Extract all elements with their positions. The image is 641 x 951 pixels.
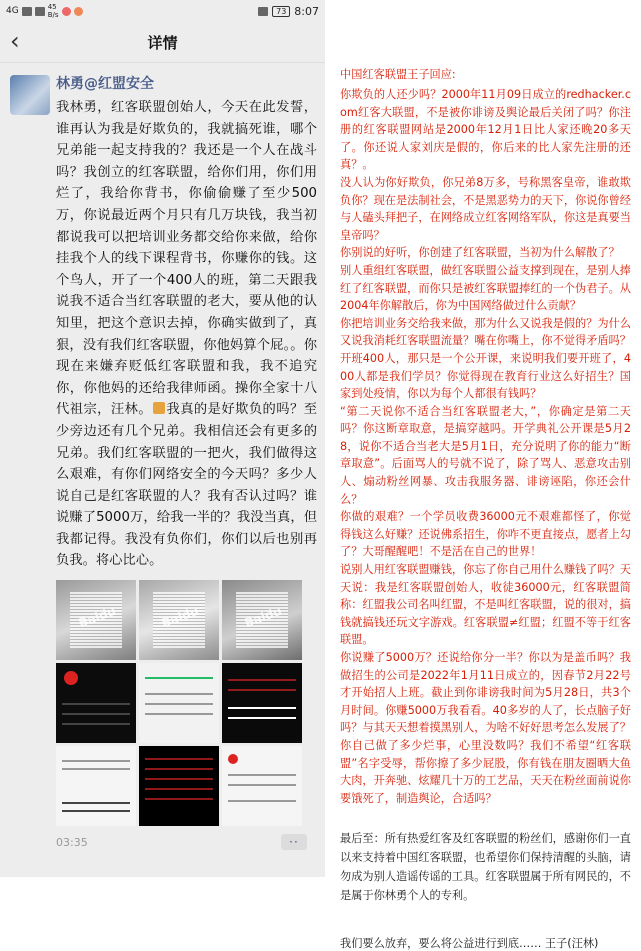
image-thumbnail[interactable] [56,663,136,743]
post-text [56,97,317,572]
response-paragraph: “第二天说你不适合当红客联盟老大，”，你确定是第二天吗？你这断章取意，是搞穿越吗。开学典礼公开课是5月28，说你不适合当老大是5月1日，充分说明了你的能力“断章取意”。后面骂人的号就不说了，除了骂人、恶意攻击别人、煽动粉丝网暴、攻击我服务器、诽谤诬陷，你还会什么？ [340,404,631,506]
image-thumbnail[interactable] [139,746,219,826]
page-title: 详情 [147,33,178,52]
post-text-part-2: 我真的是好欺负的吗？至少旁边还有几个兄弟。我相信还会有更多的兄弟。我们红客联盟的一把火，我们做得这么艰难，有你们网络安全的今天吗？多少人说自己是红客联盟的人？我有否认过吗？谁说赚了5000万，给我一半的？我没当真，但我都记得。我没有负你们，你们以后也别再负我。将心比心。 [56,402,318,569]
response-paragraph: 你把培训业务交给我来做，那为什么又说我是假的？为什么又说我消耗红客联盟流量？嘴在你嘴上，你不觉得矛盾吗？ [340,316,631,348]
response-letter [325,0,641,951]
more-options-icon[interactable]: ·· [281,834,307,850]
avatar[interactable] [10,75,50,115]
response-paragraph: 说别人用红客联盟赚钱，你忘了你自己用什么赚钱了吗？天天说：我是红客联盟创始人，收徒36000元，红客联盟简称：红盟我公司名叫红盟，不是叫红客联盟，说的很对，搞钱就搞钱还玩文字游戏。红客联盟≠红盟；红盟不等于红客联盟。 [340,563,631,647]
battery-indicator: 73 [272,6,290,17]
post-text-part-1: 我林勇，红客联盟创始人，今天在此发誓，谁再认为我是好欺负的，我就搞死谁，哪个兄弟能一起支持我的？我还是一个人在战斗吗？我创立的红客联盟，给你们用，你们用烂了，我给你背书，你偷偷赚了至少500万，你说最近两个月只有几万块钱，我当初都说我可以把培训业务都交给你来做，给你挂我个人的线下课程背书，你赚你的钱。这个鸟人，开了一个400人的班，第二天跟我说我不适合当红客联盟的老大，要从他的认知里，把这个意识去掉，你确实做到了，真狠，没有我们红客联盟，你他妈算个屁。。你现在来嫌弃贬低红客联盟和我，我不追究你，你他妈的还给我律师函。操你全家十八代祖宗，汪林。 [56,100,317,418]
image-thumbnail[interactable]: Baidu [139,580,219,660]
alarm-icon [258,7,268,16]
response-paragraph: 你做的艰难？一个学员收费36000元不艰难都怪了，你觉得钱这么好赚？还说佛系招生，你咋不更直接点，愿者上勾了？大哥醒醒吧！不是活在自己的世界！ [340,510,631,559]
status-bar [0,0,325,22]
response-paragraph: 没人认为你好欺负，你兄弟8万多，号称黑客皇帝，谁敢欺负你？现在是法制社会，不是黑恶势力的天下，你说你曾经与人磕头拜把子，在网络成立红客网络军队，你这是真要当皇帝吗？ [340,175,631,242]
back-arrow-icon[interactable]: ‹ [10,27,20,55]
image-grid [56,580,317,826]
response-paragraph: 你欺负的人还少吗？2000年11月09日成立的redhacker.com红客大联盟，不是被你诽谤及舆论最后关闭了吗？你注册的红客联盟网站是2000年12月1日比人家还晚20多天了。你还说人家刘庆是假的，你后来的比人家先注册的还真？。 [340,88,631,172]
moments-post [0,63,325,850]
author-name[interactable]: 林勇@红盟安全 [56,76,154,92]
image-thumbnail[interactable] [56,746,136,826]
image-thumbnail[interactable] [222,746,302,826]
response-paragraph: 开班400人，那只是一个公开课，来说明我们要开班了，400人都是我们学员？你觉得现在教育行业这么好招生？国家到处疫情，你以为每个人都很有钱吗？ [340,351,631,401]
moments-screenshot [0,0,325,877]
response-paragraph: 别人重组红客联盟，做红客联盟公益支撑到现在，是别人捧红了红客联盟，而你只是被红客联盟捧红的一个伪君子。从2004年你解散后，你为中国网络做过什么贡献？ [340,263,631,313]
nav-bar [0,22,325,63]
carrier-label: 4G [6,6,19,16]
signature: 我们要么放弃，要么将公益进行到底…… 王子(汪林) [340,937,599,951]
image-thumbnail[interactable] [222,663,302,743]
image-thumbnail[interactable] [139,663,219,743]
weibo-icon [74,7,83,16]
wifi-icon [35,7,45,16]
clock: 8:07 [294,4,319,18]
post-footer [56,834,317,850]
thumbs-up-icon [153,402,165,414]
signal-icon [22,7,32,16]
response-body [325,82,641,807]
response-title: 中国红客联盟王子回应: [340,68,456,81]
response-paragraph: 你别说的好听，你创建了红客联盟，当初为什么解散了？ [340,246,620,260]
response-paragraph: 你说赚了5000万？还说给你分一半？你以为是盖币吗？我做招生的公司是2022年1月11日成立的，因春节2月22号才开始招人上班。截止到你诽谤我时间为5月28日，共3个月时间。你赚5000万我看看。40多岁的人了，长点脑子好吗？与其天天想着摸黑别人，为啥不好好思考怎么发展了？你自己做了多少烂事，心里没数吗？我们不希望“红客联盟”名字受辱，帮你擦了多少屁股，你有钱在朋友圈晒大鱼大肉，开奔驰、炫耀几十万的工艺品，天天在粉丝面前说你要饿死了，制造舆论，合适吗？ [340,651,631,805]
closing-statement: 最后至：所有热爱红客及红客联盟的粉丝们，感谢你们一直以来支持着中国红客联盟，也希望你们保持清醒的头脑，请勿成为别人造谣传谣的工具。红客联盟属于所有网民的，不是属于你林勇个人的专利。 [340,832,631,903]
image-thumbnail[interactable]: Baidu [222,580,302,660]
notification-icon [62,7,71,16]
post-time: 03:35 [56,835,88,849]
image-thumbnail[interactable]: Baidu [56,580,136,660]
network-speed: 45 B/s [47,3,59,19]
